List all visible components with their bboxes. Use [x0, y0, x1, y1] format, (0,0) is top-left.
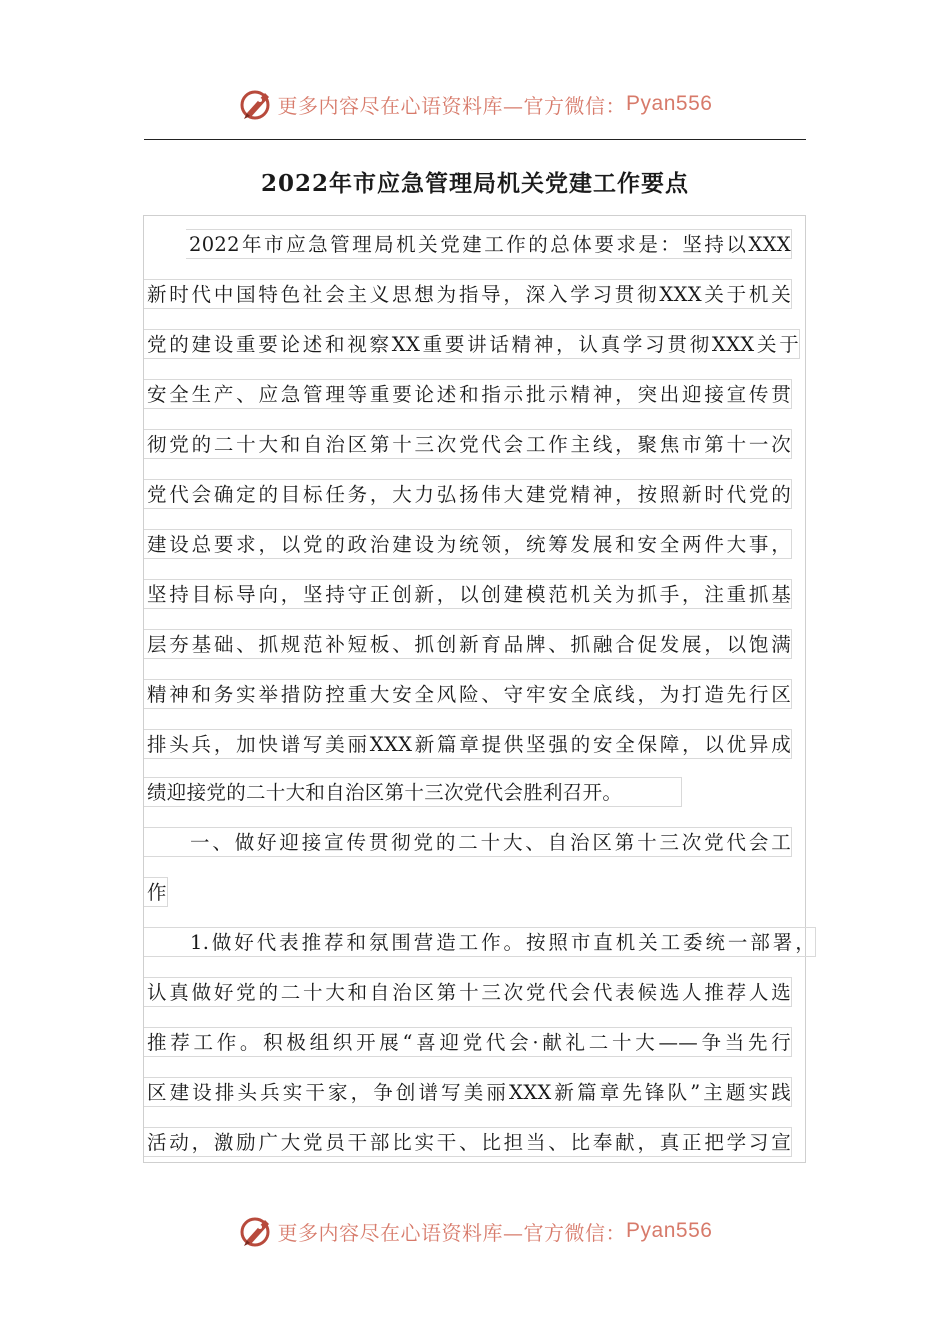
text-line: 层夯基础、抓规范补短板、抓创新育品牌、抓融合促发展，以饱满	[144, 629, 792, 659]
text-line: 推荐工作。积极组织开展“喜迎党代会·献礼二十大——争当先行	[144, 1027, 792, 1057]
text-line: 精神和务实举措防控重大安全风险、守牢安全底线，为打造先行区	[144, 679, 792, 709]
pen-logo-icon	[238, 86, 274, 122]
text-line: 认真做好党的二十大和自治区第十三次党代会代表候选人推荐人选	[144, 977, 792, 1007]
section-heading-line: 作	[144, 877, 168, 907]
text-line: 安全生产、应急管理等重要论述和指示批示精神，突出迎接宣传贯	[144, 379, 792, 409]
text-line: 1.做好代表推荐和氛围营造工作。按照市直机关工委统一部署，	[144, 927, 816, 957]
text-line: 新时代中国特色社会主义思想为指导，深入学习贯彻XXX关于机关	[144, 279, 792, 309]
footer-banner	[0, 1209, 950, 1253]
pen-logo-icon	[238, 1213, 274, 1249]
banner-wechat-id: Pyan556	[626, 1219, 713, 1242]
text-line: 建设总要求，以党的政治建设为统领，统筹发展和安全两件大事，	[144, 529, 792, 559]
document-title: 2022年市应急管理局机关党建工作要点	[260, 170, 689, 197]
header-rule	[144, 139, 806, 140]
banner-text: 更多内容尽在心语资料库—官方微信：	[277, 1220, 627, 1245]
text-line: 党代会确定的目标任务，大力弘扬伟大建党精神，按照新时代党的	[144, 479, 792, 509]
text-line: 绩迎接党的二十大和自治区第十三次党代会胜利召开。	[144, 777, 682, 807]
text-line: 彻党的二十大和自治区第十三次党代会工作主线，聚焦市第十一次	[144, 429, 792, 459]
banner-wechat-id: Pyan556	[626, 92, 713, 115]
text-line: 排头兵，加快谱写美丽XXX新篇章提供坚强的安全保障，以优异成	[144, 729, 792, 759]
text-line: 坚持目标导向，坚持守正创新，以创建模范机关为抓手，注重抓基	[144, 579, 792, 609]
text-line: 区建设排头兵实干家，争创谱写美丽XXX新篇章先锋队”主题实践	[144, 1077, 792, 1107]
text-line: 党的建设重要论述和视察XX重要讲话精神，认真学习贯彻XXX关于	[144, 329, 800, 359]
text-line: 2022年市应急管理局机关党建工作的总体要求是：坚持以XXX	[186, 229, 792, 259]
banner-text: 更多内容尽在心语资料库—官方微信：	[277, 93, 627, 118]
section-heading-line: 一、做好迎接宣传贯彻党的二十大、自治区第十三次党代会工	[144, 827, 792, 857]
header-banner	[0, 82, 950, 126]
text-line: 活动，激励广大党员干部比实干、比担当、比奉献，真正把学习宣	[144, 1127, 792, 1157]
